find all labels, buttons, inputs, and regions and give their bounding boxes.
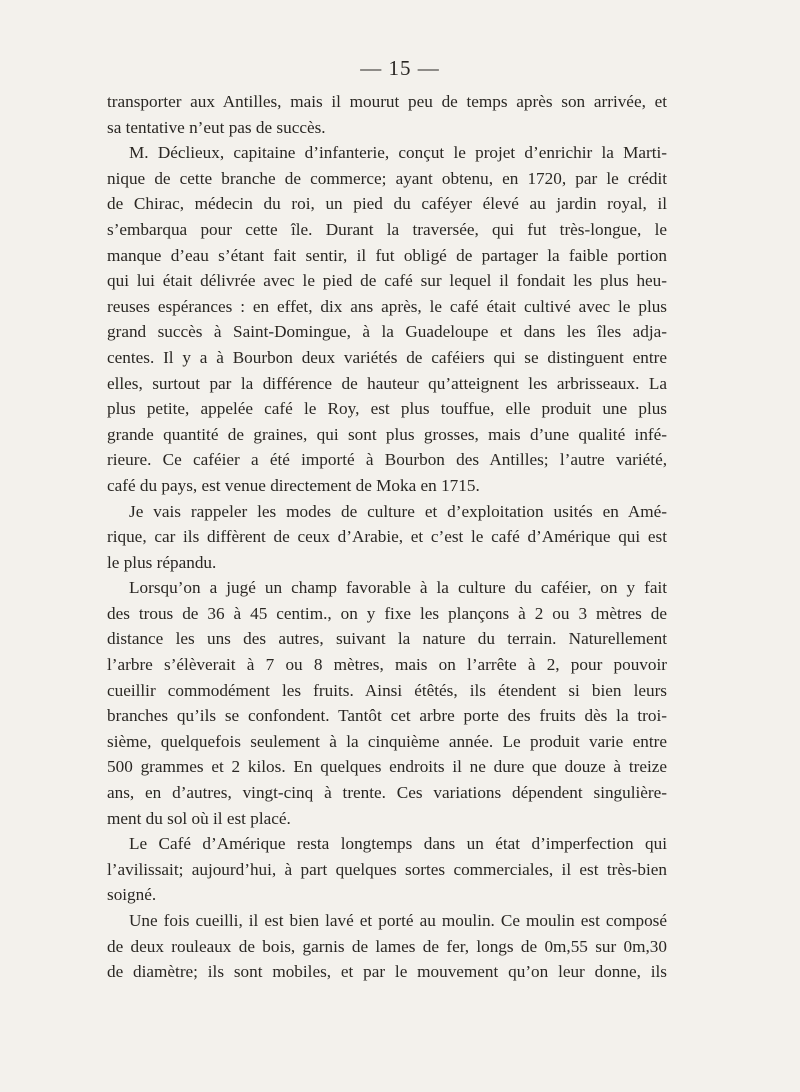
text-line: le plus répandu. <box>107 552 217 572</box>
text-line: Je vais rappeler les modes de culture et d’exploitation usités en Amé- <box>129 501 667 521</box>
text-line: ans, en d’autres, vingt-cinq à trente. Ces variations dépendent singulière- <box>107 783 667 803</box>
text-line: de Chirac, médecin du roi, un pied du caféyer élevé au jardin royal, il <box>107 194 667 214</box>
text-line: de deux rouleaux de bois, garnis de lames de fer, longs de 0m,55 sur 0m,30 <box>107 936 667 956</box>
text-line: ment du sol où il est placé. <box>107 808 291 828</box>
text-line: centes. Il y a à Bourbon deux variétés de caféiers qui se distinguent entre <box>107 347 667 367</box>
text-line: transporter aux Antilles, mais il mourut peu de temps après son arrivée, et <box>107 92 667 111</box>
text-line: qui lui était délivrée avec le pied de café sur lequel il fondait les plus heu- <box>107 271 667 291</box>
text-line: M. Déclieux, capitaine d’infanterie, conçut le projet d’enrichir la Marti- <box>129 143 667 163</box>
text-line: Le Café d’Amérique resta longtemps dans un état d’imperfection qui <box>129 834 667 854</box>
text-line: de diamètre; ils sont mobiles, et par le mouvement qu’on leur donne, ils <box>107 962 667 982</box>
text-line: l’avilissait; aujourd’hui, à part quelques sortes commerciales, il est très-bien <box>107 859 667 879</box>
text-line: manque d’eau s’étant fait sentir, il fut obligé de partager la faible portion <box>107 245 667 265</box>
text-line: des trous de 36 à 45 centim., on y fixe les plançons à 2 ou 3 mètres de <box>107 603 667 623</box>
text-line: plus petite, appelée café le Roy, est plus touffue, elle produit une plus <box>107 399 667 419</box>
text-line: grand succès à Saint-Domingue, à la Guadeloupe et dans les îles adja- <box>107 322 667 342</box>
text-line: s’embarqua pour cette île. Durant la traversée, qui fut très-longue, le <box>107 219 667 239</box>
text-line: café du pays, est venue directement de Moka en 1715. <box>107 475 480 495</box>
page-number: — 15 — <box>360 56 440 80</box>
text-line: grande quantité de graines, qui sont plus grosses, mais d’une qualité infé- <box>107 424 667 444</box>
text-line: soigné. <box>107 885 157 905</box>
text-line: reuses espérances : en effet, dix ans après, le café était cultivé avec le plus <box>107 296 667 316</box>
text-line: l’arbre s’élèverait à 7 ou 8 mètres, mais on l’arrête à 2, pour pouvoir <box>107 655 667 675</box>
body-text <box>107 89 667 985</box>
text-line: distance les uns des autres, suivant la nature du terrain. Naturellement <box>107 629 667 649</box>
text-line: Une fois cueilli, il est bien lavé et porté au moulin. Ce moulin est composé <box>129 911 667 930</box>
text-line: cueillir commodément les fruits. Ainsi étêtés, ils étendent si bien leurs <box>107 680 667 700</box>
text-line: branches qu’ils se confondent. Tantôt cet arbre porte des fruits dès la troi- <box>107 706 667 726</box>
text-line: elles, surtout par la différence de hauteur qu’atteignent les arbrisseaux. La <box>107 373 667 393</box>
text-line: rique, car ils diffèrent de ceux d’Arabie, et c’est le café d’Amérique qui est <box>107 527 667 547</box>
text-line: sième, quelquefois seulement à la cinquième année. Le produit varie entre <box>107 731 667 751</box>
text-line: nique de cette branche de commerce; ayant obtenu, en 1720, par le crédit <box>107 168 667 188</box>
text-line: rieure. Ce caféier a été importé à Bourbon des Antilles; l’autre variété, <box>107 450 667 470</box>
text-line: sa tentative n’eut pas de succès. <box>107 117 326 137</box>
text-line: 500 grammes et 2 kilos. En quelques endroits il ne dure que douze à treize <box>107 757 667 777</box>
text-line: Lorsqu’on a jugé un champ favorable à la culture du caféier, on y fait <box>129 578 667 598</box>
